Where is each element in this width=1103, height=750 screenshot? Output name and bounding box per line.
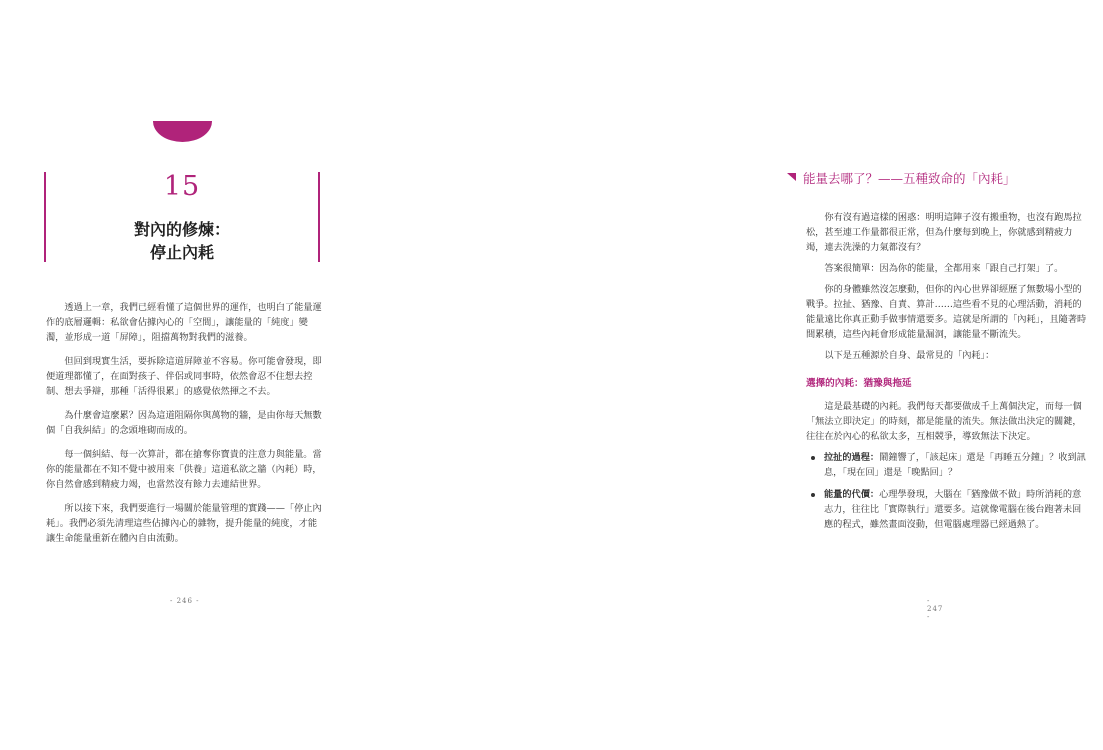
left-paragraph-4: 每一個糾結、每一次算計，都在搶奪你寶貴的注意力與能量。當你的能量都在不知不覺中被用來「供養」這道私欲之牆（內耗）時，你自然會感到精疲力竭，也當然沒有餘力去連結世界。 xyxy=(46,449,322,490)
bullet-dot-icon xyxy=(811,493,815,497)
right-paragraph-1: 你有沒有過這樣的困惑：明明這陣子沒有搬重物，也沒有跑馬拉松，甚至連工作量都很正常，但為什麼每到晚上，你就感到精疲力竭，連去洗澡的力氣都沒有？ xyxy=(806,212,1082,253)
left-page xyxy=(0,0,375,750)
chapter-tab-decoration xyxy=(153,121,212,142)
right-page xyxy=(375,0,1087,750)
bullet-item xyxy=(806,450,1088,480)
chapter-title-line2: 停止內耗 xyxy=(149,243,214,262)
bullet-list xyxy=(806,450,1088,532)
section-heading xyxy=(803,170,1103,188)
left-paragraph-3: 為什麼會這麼累？因為這道阻隔你與萬物的牆，是由你每天無數個「自我糾結」的念頭堆砌而成的。 xyxy=(46,410,322,436)
bullet-dot-icon xyxy=(811,456,815,460)
left-paragraph-5: 所以接下來，我們要進行一場關於能量管理的實踐——「停止內耗」。我們必須先清理這些佔據內心的雜物，提升能量的純度，才能讓生命能量重新在體內自由流動。 xyxy=(46,503,322,544)
bullet-label: 能量的代價： xyxy=(824,489,880,500)
right-paragraph-4: 以下是五種源於自身、最常見的「內耗」： xyxy=(824,350,995,361)
bullet-text: 心理學發現，大腦在「猶豫做不做」時所消耗的意志力，往往比「實際執行」還要多。這就像電腦在後台跑著未回應的程式，雖然畫面沒動，但電腦處理器已經過熱了。 xyxy=(824,489,1082,530)
right-paragraph-2: 答案很簡單：因為你的能量，全都用來「跟自己打架」了。 xyxy=(824,263,1064,274)
left-paragraph-1: 透過上一章，我們已經看懂了這個世界的運作，也明白了能量運作的底層邏輯：私欲會佔據內心的「空間」，讓能量的「純度」變濁，並形成一道「屏障」，阻擋萬物對我們的滋養。 xyxy=(46,302,322,343)
chapter-number: 15 xyxy=(163,171,201,202)
bullet-label: 拉扯的過程： xyxy=(824,452,880,463)
bullet-item xyxy=(806,487,1088,532)
left-paragraph-2: 但回到現實生活，要拆除這道屏障並不容易。你可能會發現，即便道理都懂了，在面對孩子、伴侶或同事時，依然會忍不住想去控制、想去爭辯，那種「活得很累」的感覺依然揮之不去。 xyxy=(46,356,322,397)
section-heading-text: 能量去哪了？——五種致命的「內耗」 xyxy=(803,171,1016,186)
right-paragraph-3: 你的身體雖然沒怎麼動，但你的內心世界卻經歷了無數場小型的戰爭。拉扯、猶豫、自責、算計……這些看不見的心理活動，消耗的能量遠比你真正動手做事情還要多。這就是所謂的「內耗」，且隨著時間累積，這些內耗會形成能量漏洞，讓能量不斷流失。 xyxy=(806,284,1087,340)
right-body-text xyxy=(806,210,1088,539)
subheading: 選擇的內耗：猶豫與拖延 xyxy=(806,378,912,389)
triangle-marker-icon xyxy=(787,173,796,181)
sub-paragraph: 這是最基礎的內耗。我們每天都要做成千上萬個決定，而每一個「無法立即決定」的時刻，都是能量的流失。無法做出決定的關鍵，往往在於內心的私欲太多，互相競爭，導致無法下決定。 xyxy=(806,401,1082,442)
page-number-right: - 247 - xyxy=(927,597,944,621)
chapter-title xyxy=(46,218,318,264)
bullet-text: 鬧鐘響了，「該起床」還是「再睡五分鐘」？收到訊息，「現在回」還是「晚點回」？ xyxy=(824,452,1086,478)
page-number-left: - 246 - xyxy=(170,597,200,605)
chapter-title-line1: 對內的修煉： xyxy=(133,220,230,239)
left-body-text xyxy=(46,300,324,555)
chapter-rule-right xyxy=(318,172,320,262)
